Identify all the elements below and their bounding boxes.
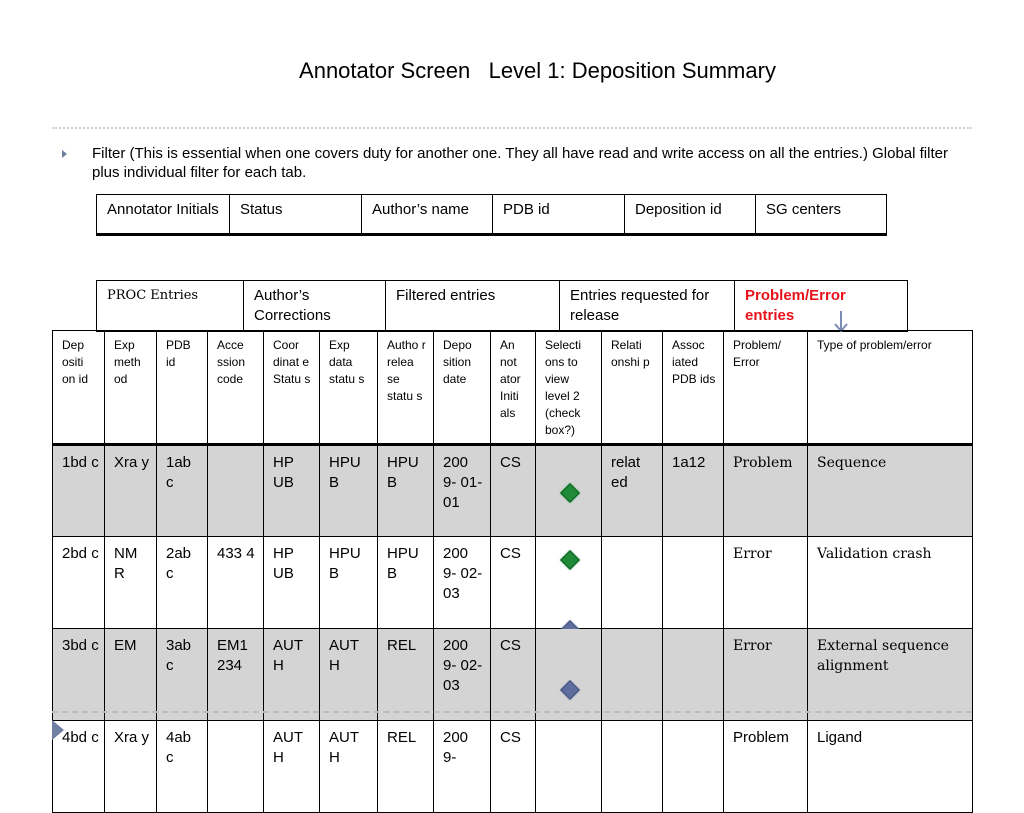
cell-selection[interactable] bbox=[536, 537, 602, 629]
cell-release-status: HPU B bbox=[378, 537, 434, 629]
cell-exp-method: Xra y bbox=[105, 445, 157, 537]
cell-relationship bbox=[602, 629, 663, 721]
cell-associated-pdb[interactable]: 1a12 bbox=[663, 445, 724, 537]
cell-deposition-date: 200 9- 01- 01 bbox=[434, 445, 491, 537]
tab-entries-requested-release[interactable]: Entries requested for release bbox=[560, 281, 735, 332]
table-row[interactable] bbox=[53, 445, 973, 537]
cell-problem-error: Problem bbox=[724, 445, 808, 537]
select-diamond-icon[interactable] bbox=[560, 483, 580, 503]
filter-status[interactable]: Status bbox=[230, 195, 362, 235]
cell-annotator: CS bbox=[491, 537, 536, 629]
col-problem-error: Problem/ Error bbox=[724, 331, 808, 445]
col-deposition-date: Depo sition date bbox=[434, 331, 491, 445]
cell-deposition-id[interactable]: 2bd c bbox=[53, 537, 105, 629]
filter-annotator-initials[interactable]: Annotator Initials bbox=[97, 195, 230, 235]
cell-selection[interactable] bbox=[536, 721, 602, 813]
col-associated-pdb-ids: Assoc iated PDB ids bbox=[663, 331, 724, 445]
bullet-triangle-icon bbox=[62, 150, 67, 158]
cell-problem-error: Error bbox=[724, 629, 808, 721]
cell-problem-type: External sequence alignment bbox=[808, 629, 973, 721]
cell-annotator: CS bbox=[491, 629, 536, 721]
cell-release-status: HPU B bbox=[378, 445, 434, 537]
cell-annotator: CS bbox=[491, 445, 536, 537]
cell-deposition-date: 200 9- bbox=[434, 721, 491, 813]
cell-annotator: CS bbox=[491, 721, 536, 813]
cell-deposition-id[interactable]: 4bd c bbox=[53, 721, 105, 813]
cell-exp-method: Xra y bbox=[105, 721, 157, 813]
footer-divider bbox=[52, 711, 972, 713]
cell-coordinate-status: HP UB bbox=[264, 537, 320, 629]
cell-coordinate-status: AUT H bbox=[264, 721, 320, 813]
filter-deposition-id[interactable]: Deposition id bbox=[625, 195, 756, 235]
col-selections: Selecti ons to view level 2 (check box?) bbox=[536, 331, 602, 445]
cell-pdb-id: 4ab c bbox=[157, 721, 208, 813]
cell-deposition-id[interactable]: 1bd c bbox=[53, 445, 105, 537]
filter-pdb-id[interactable]: PDB id bbox=[493, 195, 625, 235]
cell-problem-type: Ligand bbox=[808, 721, 973, 813]
cell-problem-type: Sequence bbox=[808, 445, 973, 537]
col-pdb-id: PDB id bbox=[157, 331, 208, 445]
cell-coordinate-status: AUT H bbox=[264, 629, 320, 721]
table-header-row bbox=[53, 331, 973, 445]
col-accession-code: Acce ssion code bbox=[208, 331, 264, 445]
cell-accession-code bbox=[208, 445, 264, 537]
cell-accession-code: EM1 234 bbox=[208, 629, 264, 721]
cell-relationship bbox=[602, 537, 663, 629]
cell-accession-code bbox=[208, 721, 264, 813]
col-exp-data-status: Exp data statu s bbox=[320, 331, 378, 445]
cell-coordinate-status: HP UB bbox=[264, 445, 320, 537]
cell-exp-data-status: HPU B bbox=[320, 537, 378, 629]
col-exp-method: Exp meth od bbox=[105, 331, 157, 445]
col-deposition-id: Dep ositi on id bbox=[53, 331, 105, 445]
select-diamond-icon[interactable] bbox=[560, 550, 580, 570]
filter-author-name[interactable]: Author’s name bbox=[362, 195, 493, 235]
slide-nav-arrow-icon[interactable] bbox=[52, 720, 64, 740]
cell-associated-pdb[interactable] bbox=[663, 629, 724, 721]
cell-associated-pdb[interactable] bbox=[663, 721, 724, 813]
tab-problem-error-entries[interactable]: Problem/Error entries bbox=[735, 281, 908, 332]
cell-problem-error: Problem bbox=[724, 721, 808, 813]
cell-accession-code: 433 4 bbox=[208, 537, 264, 629]
cell-deposition-id[interactable]: 3bd c bbox=[53, 629, 105, 721]
cell-associated-pdb[interactable] bbox=[663, 537, 724, 629]
cell-relationship bbox=[602, 721, 663, 813]
slide-title: Annotator Screen Level 1: Deposition Summary bbox=[299, 58, 776, 83]
cell-deposition-date: 200 9- 02- 03 bbox=[434, 629, 491, 721]
col-problem-type: Type of problem/error bbox=[808, 331, 973, 445]
tab-author-corrections[interactable]: Author’s Corrections bbox=[244, 281, 386, 332]
cell-problem-error: Error bbox=[724, 537, 808, 629]
cell-selection[interactable] bbox=[536, 629, 602, 721]
select-diamond-icon[interactable] bbox=[560, 680, 580, 700]
table-row[interactable] bbox=[53, 537, 973, 629]
filter-description: Filter (This is essential when one covers duty for another one. They all have read and write access on all the entries.) Global filter plus individual filter for each tab. bbox=[92, 145, 948, 181]
cell-exp-data-status: AUT H bbox=[320, 629, 378, 721]
title-divider bbox=[52, 127, 972, 129]
cell-exp-data-status: HPU B bbox=[320, 445, 378, 537]
cell-selection[interactable] bbox=[536, 445, 602, 537]
table-row[interactable] bbox=[53, 629, 973, 721]
filter-table bbox=[96, 194, 887, 236]
table-row[interactable] bbox=[53, 721, 973, 813]
cell-exp-method: NM R bbox=[105, 537, 157, 629]
cell-exp-method: EM bbox=[105, 629, 157, 721]
tab-proc-entries[interactable]: PROC Entries bbox=[97, 281, 244, 332]
cell-relationship: relat ed bbox=[602, 445, 663, 537]
cell-pdb-id: 1ab c bbox=[157, 445, 208, 537]
cell-pdb-id: 3ab c bbox=[157, 629, 208, 721]
cell-release-status: REL bbox=[378, 721, 434, 813]
filter-sg-centers[interactable]: SG centers bbox=[756, 195, 887, 235]
tab-bar bbox=[96, 280, 908, 332]
cell-exp-data-status: AUT H bbox=[320, 721, 378, 813]
col-coordinate-status: Coor dinat e Statu s bbox=[264, 331, 320, 445]
col-relationship: Relati onshi p bbox=[602, 331, 663, 445]
cell-problem-type: Validation crash bbox=[808, 537, 973, 629]
col-annotator-initials: An not ator Initi als bbox=[491, 331, 536, 445]
deposition-table bbox=[52, 330, 973, 813]
cell-release-status: REL bbox=[378, 629, 434, 721]
tab-filtered-entries[interactable]: Filtered entries bbox=[386, 281, 560, 332]
cell-pdb-id: 2ab c bbox=[157, 537, 208, 629]
col-author-release-status: Autho r relea se statu s bbox=[378, 331, 434, 445]
cell-deposition-date: 200 9- 02- 03 bbox=[434, 537, 491, 629]
